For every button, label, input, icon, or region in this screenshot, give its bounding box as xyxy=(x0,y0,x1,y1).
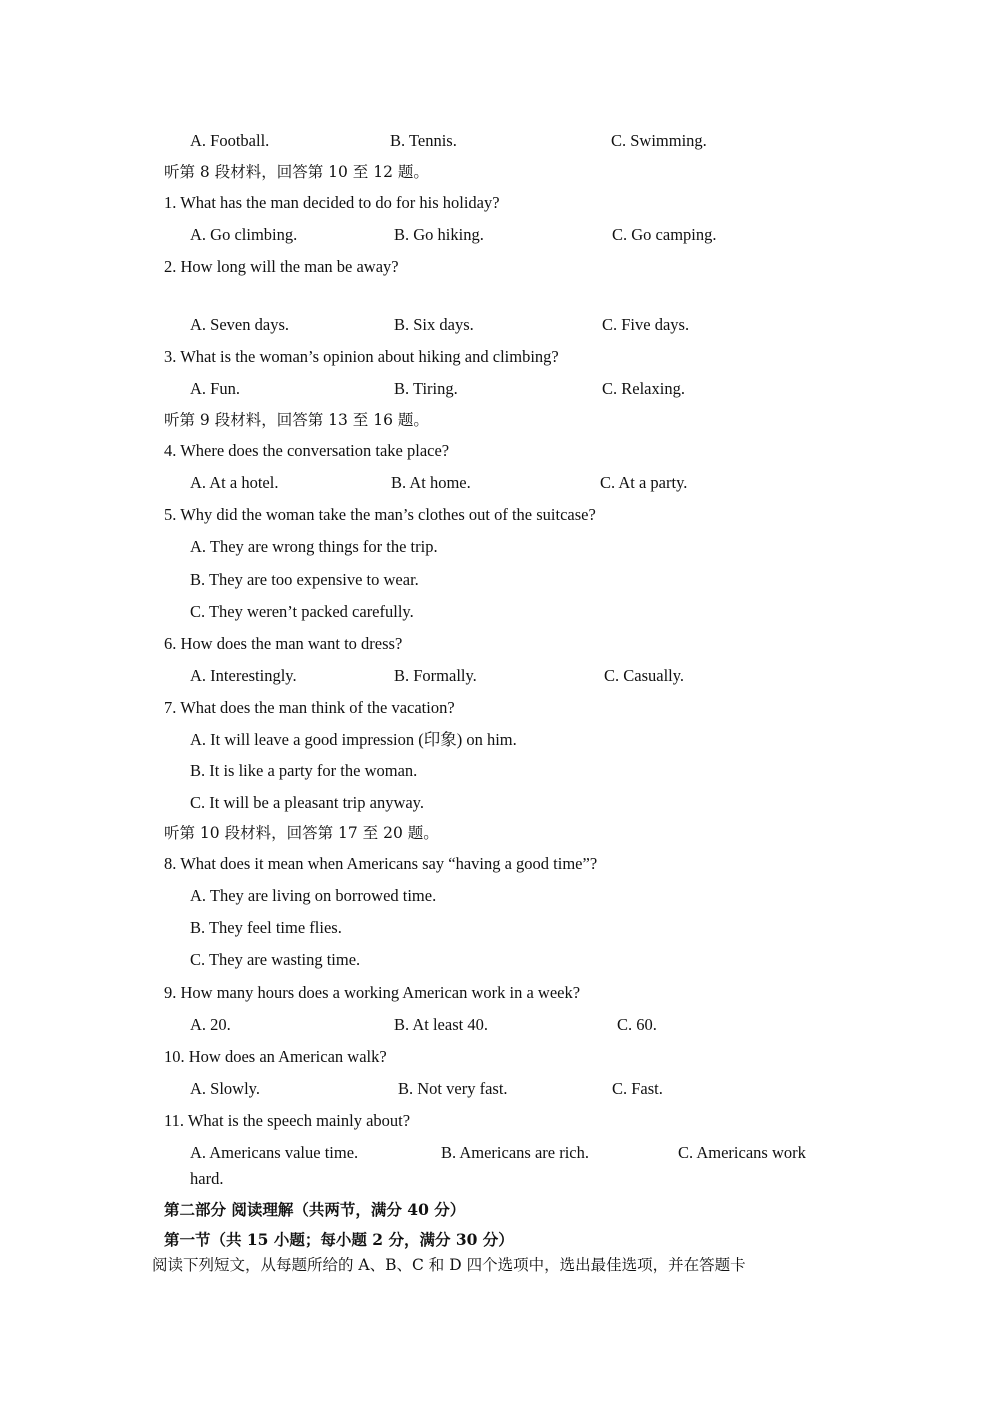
option-b: B. At least 40. xyxy=(394,1015,488,1034)
option-c: C. Five days. xyxy=(602,315,690,334)
question-10: 10. How does an American walk? xyxy=(164,1047,387,1066)
option-c: C. Go camping. xyxy=(612,225,717,244)
question-7: 7. What does the man think of the vacation? xyxy=(164,698,455,717)
section-one-heading: 第一节（共 15 小题；每小题 2 分，满分 30 分） xyxy=(164,1230,514,1249)
option-a: A. Slowly. xyxy=(190,1079,260,1098)
option-a: A. Interestingly. xyxy=(190,666,297,685)
option-a: A. 20. xyxy=(190,1015,231,1034)
section-heading-9: 听第 9 段材料，回答第 13 至 16 题。 xyxy=(164,411,429,429)
option-a: A. It will leave a good impression (印象) on him. xyxy=(190,730,517,749)
option-b: B. Americans are rich. xyxy=(441,1143,589,1162)
option-b: B. At home. xyxy=(391,473,471,492)
option-b: B. Not very fast. xyxy=(398,1079,508,1098)
part-two-heading: 第二部分 阅读理解（共两节，满分 40 分） xyxy=(164,1200,466,1219)
option-a: A. Go climbing. xyxy=(190,225,298,244)
option-a: A. They are wrong things for the trip. xyxy=(190,537,438,556)
reading-instructions: 阅读下列短文，从每题所给的 A、B、C 和 D 四个选项中，选出最佳选项，并在答题卡 xyxy=(152,1256,746,1274)
option-a: A. Football. xyxy=(190,131,270,150)
option-c: C. Americans work xyxy=(678,1143,806,1162)
question-5: 5. Why did the woman take the man’s clothes out of the suitcase? xyxy=(164,505,596,524)
option-b: B. Formally. xyxy=(394,666,477,685)
option-c: C. Swimming. xyxy=(611,131,707,150)
option-c: C. They weren’t packed carefully. xyxy=(190,602,414,621)
question-4: 4. Where does the conversation take place? xyxy=(164,441,450,460)
option-b: B. Tennis. xyxy=(390,131,457,150)
question-2: 2. How long will the man be away? xyxy=(164,257,399,276)
option-a: A. At a hotel. xyxy=(190,473,279,492)
option-a: A. Americans value time. xyxy=(190,1143,359,1162)
question-9: 9. How many hours does a working American work in a week? xyxy=(164,983,581,1002)
option-b: B. It is like a party for the woman. xyxy=(190,761,418,780)
option-b: B. They feel time flies. xyxy=(190,918,342,937)
question-8: 8. What does it mean when Americans say “having a good time”? xyxy=(164,854,598,873)
option-b: B. Six days. xyxy=(394,315,474,334)
option-b: B. They are too expensive to wear. xyxy=(190,570,419,589)
question-11: 11. What is the speech mainly about? xyxy=(164,1111,411,1130)
option-c: C. 60. xyxy=(617,1015,657,1034)
question-3: 3. What is the woman’s opinion about hiking and climbing? xyxy=(164,347,559,366)
option-b: B. Go hiking. xyxy=(394,225,484,244)
section-heading-10: 听第 10 段材料，回答第 17 至 20 题。 xyxy=(164,824,439,842)
option-b: B. Tiring. xyxy=(394,379,458,398)
option-a: A. Seven days. xyxy=(190,315,289,334)
question-6: 6. How does the man want to dress? xyxy=(164,634,403,653)
option-a: A. They are living on borrowed time. xyxy=(190,886,437,905)
option-c: C. Fast. xyxy=(612,1079,663,1098)
option-c: C. They are wasting time. xyxy=(190,950,361,969)
option-a: A. Fun. xyxy=(190,379,240,398)
section-heading-8: 听第 8 段材料，回答第 10 至 12 题。 xyxy=(164,163,429,181)
question-1: 1. What has the man decided to do for his holiday? xyxy=(164,193,500,212)
option-c: C. It will be a pleasant trip anyway. xyxy=(190,793,424,812)
option-c: C. At a party. xyxy=(600,473,688,492)
option-c: C. Casually. xyxy=(604,666,685,685)
option-c: C. Relaxing. xyxy=(602,379,685,398)
option-c-continued: hard. xyxy=(190,1169,224,1188)
